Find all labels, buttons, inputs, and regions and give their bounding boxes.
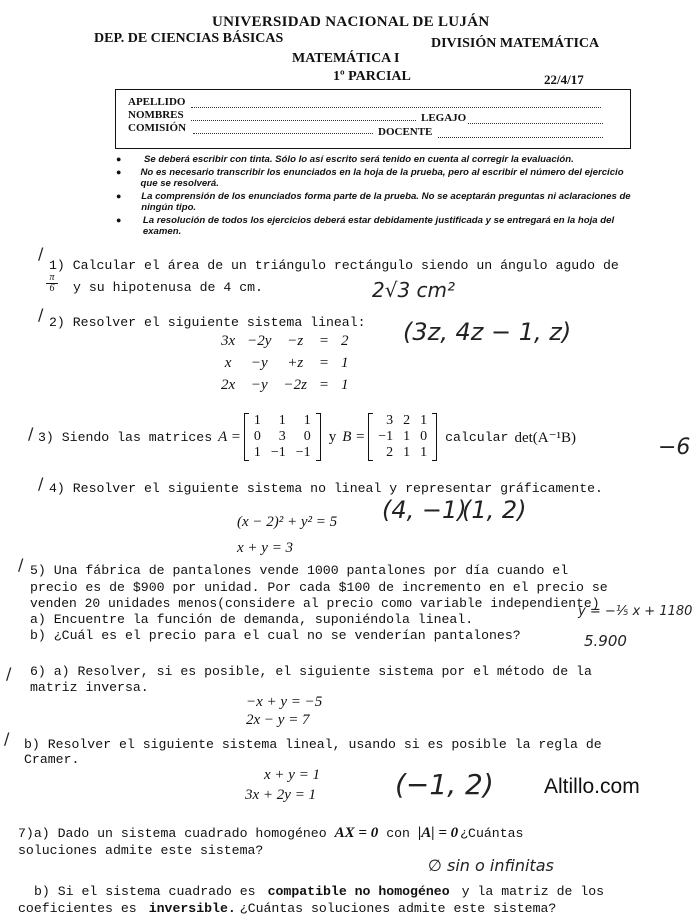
bullet-icon: ●	[116, 215, 122, 225]
q7-a-answer: ∅ sin o infinitas	[428, 856, 554, 875]
q3-answer: −6	[658, 435, 691, 460]
exam-date: 22/4/17	[544, 72, 584, 87]
q6-b-eq2: 3x + 2y = 1	[245, 787, 317, 803]
q2-answer: (3z, 4z − 1, z)	[403, 318, 572, 346]
nombres-field[interactable]	[191, 120, 416, 121]
q6-b-answer: (−1, 2)	[395, 768, 494, 801]
q7-b-mid: y la matriz de los	[461, 884, 605, 899]
docente-field[interactable]	[438, 137, 603, 138]
matrix-a: 1 1 1 0 3 0 1 −1 −1	[244, 413, 321, 461]
q6-b-eq1: x + y = 1	[264, 767, 321, 783]
instruction-item	[116, 215, 634, 237]
q6-b-line2: Cramer.	[24, 752, 80, 767]
q5-line2: precio es de $900 por unidad. Por cada $100 de incremento en el precio se	[30, 580, 608, 595]
docente-label: DOCENTE	[378, 126, 433, 138]
q1-answer: 2√3 cm²	[372, 278, 456, 302]
course-name: MATEMÁTICA I	[292, 51, 400, 66]
q4-answer1: (4, −1)	[382, 496, 467, 524]
q7-a-eq2: |A| = 0	[417, 825, 459, 841]
watermark-text: Altillo.com	[544, 775, 640, 798]
q6-line2: matriz inversa.	[30, 680, 149, 695]
q5-line4: a) Encuentre la función de demanda, suponiéndola lineal.	[30, 612, 474, 627]
university-name: UNIVERSIDAD NACIONAL DE LUJÁN	[212, 14, 490, 30]
comision-field[interactable]	[193, 133, 373, 134]
q6-eq2: 2x − y = 7	[246, 712, 310, 728]
matrix-b: 3 2 1 −1 1 0 2 1 1	[368, 413, 437, 461]
q5-line5: b) ¿Cuál es el precio para el cual no se venderían pantalones?	[30, 628, 521, 643]
q6-line1: 6) a) Resolver, si es posible, el siguiente sistema por el método de la	[30, 664, 592, 679]
q7-b-line2-post: ¿Cuántas soluciones admite este sistema?	[239, 901, 557, 916]
q7-a-pre: 7)a) Dado un sistema cuadrado homogéneo	[18, 826, 327, 841]
q6-b-line1: b) Resolver el siguiente sistema lineal, usando si es posible la regla de	[24, 737, 602, 752]
q7-a-line1	[18, 825, 523, 842]
q4-answer2: (1, 2)	[462, 496, 527, 524]
q7-a-con: con	[386, 826, 410, 841]
q3-a-label: A =	[218, 428, 241, 445]
q7-b-line1	[18, 882, 604, 900]
q1-fraction	[46, 273, 58, 294]
nombres-label: NOMBRES	[128, 109, 184, 121]
q5-line3: venden 20 unidades menos(considere al precio como variable independiente)	[30, 596, 600, 611]
legajo-label: LEGAJO	[421, 112, 467, 124]
bullet-icon: ●	[116, 191, 122, 201]
check-mark-icon: /	[38, 305, 44, 324]
apellido-label: APELLIDO	[128, 96, 186, 108]
instruction-item	[116, 191, 634, 213]
q7-b-line2-pre: coeficientes es	[18, 901, 137, 916]
bullet-icon: ●	[116, 167, 122, 177]
q7-b-line2	[18, 899, 556, 917]
check-mark-icon: /	[18, 555, 24, 574]
q5-line1: 5) Una fábrica de pantalones vende 1000 pantalones por día cuando el	[30, 563, 569, 578]
q7-a-line2: soluciones admite este sistema?	[18, 843, 264, 858]
q7-a-post: ¿Cuántas	[460, 826, 524, 841]
check-mark-icon: /	[4, 729, 10, 748]
division-name: DIVISIÓN MATEMÁTICA	[431, 36, 600, 51]
department-name: DEP. DE CIENCIAS BÁSICAS	[94, 31, 284, 46]
instruction-text: Se deberá escribir con tinta. Sólo lo así escrito será tenido en cuenta al corregir la evaluación.	[144, 154, 574, 165]
q7-b-bold: compatible no homogéneo	[267, 884, 450, 899]
q2-system	[215, 330, 355, 396]
instructions-list	[116, 154, 634, 237]
comision-label: COMISIÓN	[128, 122, 187, 134]
q7-b-pre: b) Si el sistema cuadrado es	[34, 884, 256, 899]
q4-eq2: x + y = 3	[237, 540, 294, 556]
q3-b-label: B =	[342, 428, 366, 445]
instruction-text: La resolución de todos los ejercicios deberá estar debidamente justificada y se entregará en la hoja del examen.	[142, 215, 615, 237]
student-form-box	[115, 89, 631, 149]
q3-and: y	[328, 428, 337, 445]
q4-eq1: (x − 2)² + y² = 5	[237, 514, 338, 530]
q5-answer-b: 5.900	[584, 632, 627, 650]
q6-eq1: −x + y = −5	[246, 694, 323, 710]
q3-line	[38, 413, 576, 461]
q4-text: 4) Resolver el siguiente sistema no lineal y representar gráficamente.	[49, 481, 603, 496]
instruction-text: La comprensión de los enunciados forma parte de la prueba. No se aceptarán preguntas ni aclaraciones de ningún tipo.	[141, 191, 631, 213]
q3-det: det(A⁻¹B)	[514, 429, 577, 446]
q1-line1: 1) Calcular el área de un triángulo rectángulo siendo un ángulo agudo de	[49, 258, 619, 273]
equation-row: x −y +z = 1	[224, 355, 349, 371]
q5-answer-a: y = −⅕ x + 1180	[578, 604, 693, 619]
q7-b-line2-bold: inversible.	[148, 901, 236, 916]
q1-frac-num: π	[46, 273, 58, 284]
q3-calc: calcular	[445, 429, 509, 445]
instruction-text: No es necesario transcribir los enunciados en la hoja de la prueba, pero al escribir el número del ejercicio que se resolverá.	[140, 167, 624, 189]
bullet-icon: ●	[116, 154, 122, 164]
check-mark-icon: /	[38, 244, 44, 263]
q7-a-eq1: AX = 0	[334, 825, 379, 841]
apellido-field[interactable]	[191, 107, 601, 108]
exam-name: 1º PARCIAL	[333, 69, 411, 84]
instruction-item	[116, 154, 634, 165]
equation-row: 3x −2y −z = 2	[221, 333, 349, 349]
check-mark-icon: /	[28, 424, 34, 443]
q1-frac-den: 6	[49, 283, 55, 294]
equation-row: 2x −y −2z = 1	[221, 377, 349, 393]
check-mark-icon: /	[38, 474, 44, 493]
q3-text: 3) Siendo las matrices	[38, 429, 213, 445]
instruction-item	[116, 167, 634, 189]
legajo-field[interactable]	[468, 123, 603, 124]
q2-text: 2) Resolver el siguiente sistema lineal:	[49, 315, 366, 330]
check-mark-icon: /	[6, 664, 12, 683]
q1-line2: y su hipotenusa de 4 cm.	[73, 280, 263, 295]
